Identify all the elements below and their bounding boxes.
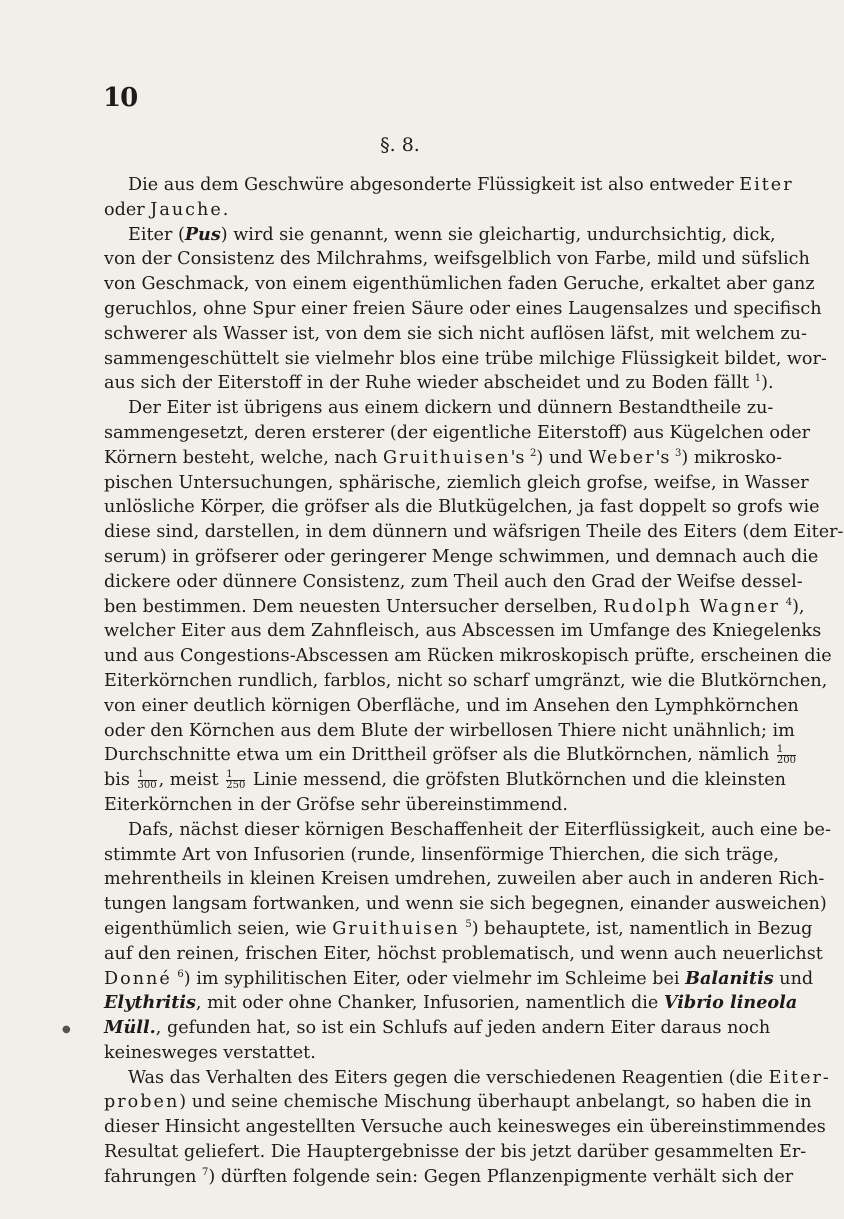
text-line: diese sind, darstellen, in dem dünnern und wäfsrigen Theile des Eiters (dem Eiter- bbox=[104, 522, 844, 543]
fraction: $\frac{1}{250}$ bbox=[226, 768, 246, 791]
text-line: sammengeschüttelt sie vielmehr blos eine trübe milchige Flüssigkeit bildet, wor- bbox=[104, 348, 827, 369]
page-number: 10 bbox=[103, 83, 138, 113]
text-line: oder den Körnchen aus dem Blute der wirbellosen Thiere nicht unähnlich; im bbox=[104, 720, 795, 741]
text-line: pischen Untersuchungen, sphärische, ziemlich gleich grofse, weifse, in Wasser bbox=[104, 472, 809, 493]
text-line: tungen langsam fortwanken, und wenn sie sich begegnen, einander ausweichen) bbox=[104, 894, 827, 915]
text-line: Dafs, nächst dieser körnigen Beschaffenheit der Eiterflüssigkeit, auch eine be- bbox=[128, 819, 831, 840]
text-line: eigenthümlich seien, wie Gruithuisen $^5$) behauptete, ist, namentlich in Bezug bbox=[104, 918, 813, 939]
text-line: bis $\frac{1}{300}$ , meist $\frac{1}{250}$ Linie messend, die gröfsten Blutkörnchen und die kleinsten bbox=[104, 768, 787, 791]
text-line: von Geschmack, von einem eigenthümlichen faden Geruche, erkaltet aber ganz bbox=[104, 274, 815, 295]
text-line: stimmte Art von Infusorien (runde, linsenförmige Thierchen, die sich träge, bbox=[104, 844, 779, 865]
text-line: Donné $^6$) im syphilitischen Eiter, oder vielmehr im Schleime bei Balanitis und bbox=[104, 967, 814, 989]
text-line: und aus Congestions-Abscessen am Rücken mikroskopisch prüfte, erscheinen die bbox=[104, 646, 832, 667]
text-line: Eiter (Pus) wird sie genannt, wenn sie gleichartig, undurchsichtig, dick, bbox=[128, 223, 776, 245]
text-line: auf den reinen, frischen Eiter, höchst problematisch, und wenn auch neuerlichst bbox=[104, 943, 823, 964]
text-line: von der Consistenz des Milchrahms, weifsgelblich von Farbe, mild und süfslich bbox=[104, 249, 810, 270]
text-line: von einer deutlich körnigen Oberfläche, und im Ansehen den Lymphkörnchen bbox=[104, 695, 799, 716]
text-line: dieser Hinsicht angestellten Versuche auch keinesweges ein übereinstimmendes bbox=[104, 1117, 826, 1138]
section-heading: §. 8. bbox=[380, 134, 420, 156]
text-line: Was das Verhalten des Eiters gegen die verschiedenen Reagentien (die Eiter- bbox=[128, 1067, 831, 1088]
text-line: schwerer als Wasser ist, von dem sie sich nicht auflösen läfst, mit welchem zu- bbox=[104, 323, 807, 344]
fraction: $\frac{1}{300}$ bbox=[137, 768, 157, 791]
text-line: Elythritis, mit oder ohne Chanker, Infusorien, namentlich die Vibrio lineola bbox=[104, 992, 798, 1014]
text-line: keinesweges verstattet. bbox=[104, 1042, 316, 1063]
text-line: Müll., gefunden hat, so ist ein Schlufs auf jeden andern Eiter daraus noch bbox=[104, 1017, 771, 1039]
fraction: $\frac{1}{200}$ bbox=[776, 743, 796, 766]
text-line: Eiterkörnchen in der Gröfse sehr übereinstimmend. bbox=[104, 794, 568, 815]
text-line: Der Eiter ist übrigens aus einem dickern und dünnern Bestandtheile zu- bbox=[128, 398, 774, 419]
text-line: geruchlos, ohne Spur einer freien Säure oder eines Laugensalzes und specifisch bbox=[104, 298, 822, 319]
text-line: oder Jauche. bbox=[104, 199, 231, 220]
text-line: ben bestimmen. Dem neuesten Untersucher derselben, Rudolph Wagner $^4$), bbox=[104, 596, 805, 617]
text-line: mehrentheils in kleinen Kreisen umdrehen, zuweilen aber auch in anderen Rich- bbox=[104, 869, 825, 890]
text-line: Körnern besteht, welche, nach Gruithuisen's $^2$) und Weber's $^3$) mikrosko- bbox=[104, 447, 783, 468]
bullet-mark: ● bbox=[62, 1024, 71, 1035]
text-line: fahrungen $^7$) dürften folgende sein: Gegen Pflanzenpigmente verhält sich der bbox=[104, 1166, 794, 1187]
text-line: aus sich der Eiterstoff in der Ruhe wieder abscheidet und zu Boden fällt $^1$). bbox=[104, 373, 774, 394]
text-line: Durchschnitte etwa um ein Drittheil gröfser als die Blutkörnchen, nämlich $\frac{1}{200}$ bbox=[104, 743, 796, 766]
text-line: serum) in gröfserer oder geringerer Menge schwimmen, und demnach auch die bbox=[104, 546, 819, 567]
text-line: Resultat geliefert. Die Hauptergebnisse der bis jetzt darüber gesammelten Er- bbox=[104, 1142, 807, 1163]
text-line: sammengesetzt, deren ersterer (der eigentliche Eiterstoff) aus Kügelchen oder bbox=[104, 422, 811, 443]
body-text bbox=[104, 173, 844, 1190]
text-line: Die aus dem Geschwüre abgesonderte Flüssigkeit ist also entweder Eiter bbox=[128, 175, 794, 195]
text-line: proben) und seine chemische Mischung überhaupt anbelangt, so haben die in bbox=[104, 1092, 812, 1113]
text-line: unlösliche Körper, die gröfser als die Blutkügelchen, ja fast doppelt so grofs wie bbox=[104, 497, 820, 518]
text-line: dickere oder dünnere Consistenz, zum Theil auch den Grad der Weifse dessel- bbox=[104, 571, 803, 592]
text-line: Eiterkörnchen rundlich, farblos, nicht so scharf umgränzt, wie die Blutkörnchen, bbox=[104, 670, 828, 691]
text-line: welcher Eiter aus dem Zahnfleisch, aus Abscessen im Umfange des Kniegelenks bbox=[104, 621, 822, 642]
